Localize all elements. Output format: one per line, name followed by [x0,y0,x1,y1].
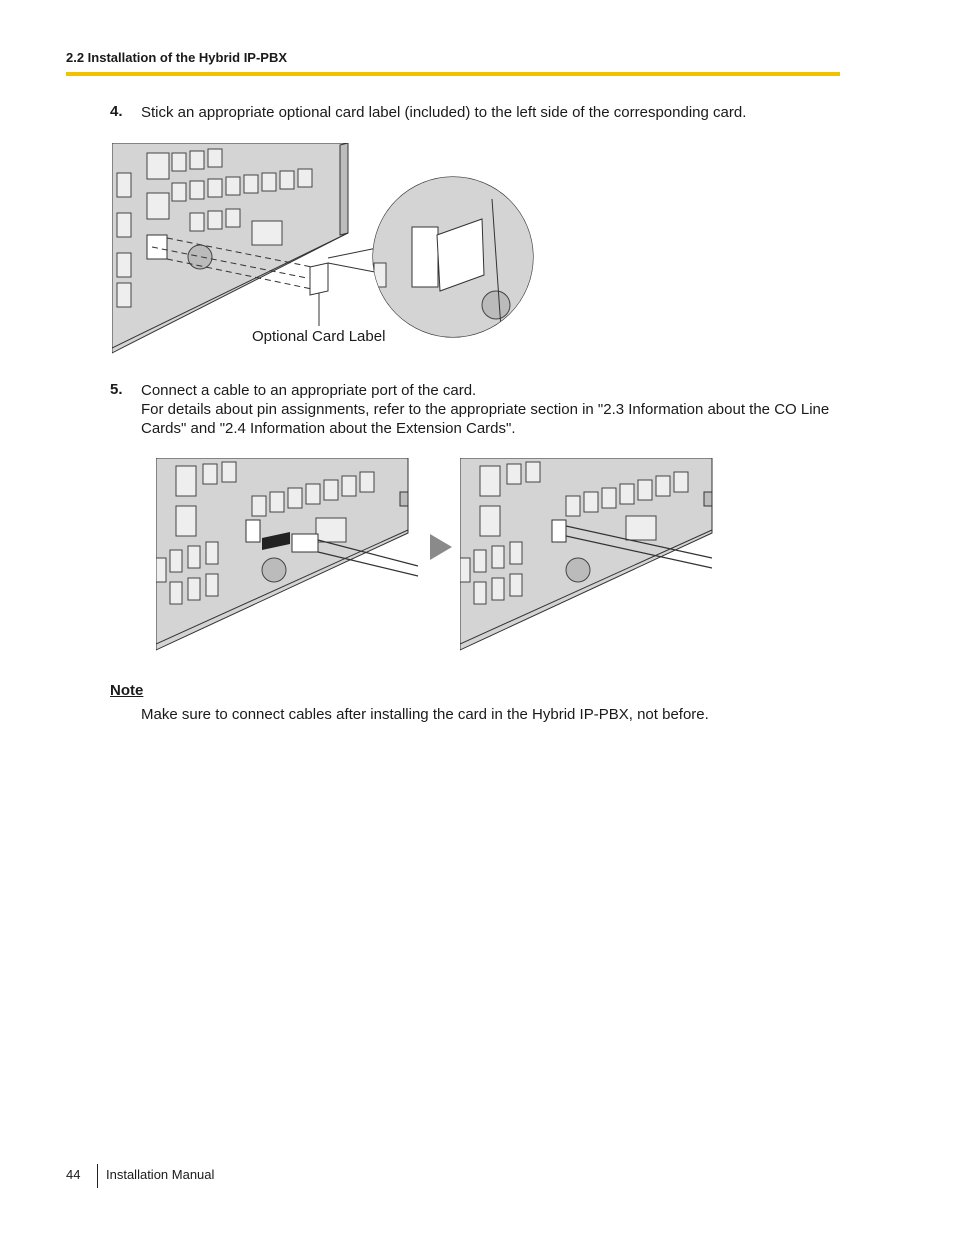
cable-before-illustration [156,458,422,654]
figure-caption-optional-card-label: Optional Card Label [252,328,386,345]
step-5-line-1: Connect a cable to an appropriate port of the card. [141,382,477,399]
figure-cable-after [460,458,716,654]
note-text: Make sure to connect cables after installing the card in the Hybrid IP-PBX, not before. [141,706,709,723]
footer-manual-title: Installation Manual [106,1167,215,1182]
step-4-number: 4. [110,103,123,120]
footer-divider [97,1164,98,1188]
cable-after-illustration [460,458,716,654]
step-5-line-2: For details about pin assignments, refer to the appropriate section in "2.3 Information about the CO Line [141,401,830,418]
note-title: Note [110,682,144,699]
step-4-text: Stick an appropriate optional card label (included) to the left side of the corresponding card. [141,104,747,121]
figure-card-label [112,143,537,355]
figure-cable-before [156,458,422,654]
header-rule [66,72,840,76]
arrow-right-icon [430,534,454,560]
section-header-title: 2.2 Installation of the Hybrid IP-PBX [66,50,288,65]
step-5-line-3: Cards" and "2.4 Information about the Extension Cards". [141,420,516,437]
card-label-illustration [112,143,537,355]
step-5-number: 5. [110,381,123,398]
footer-page-number: 44 [66,1167,81,1182]
